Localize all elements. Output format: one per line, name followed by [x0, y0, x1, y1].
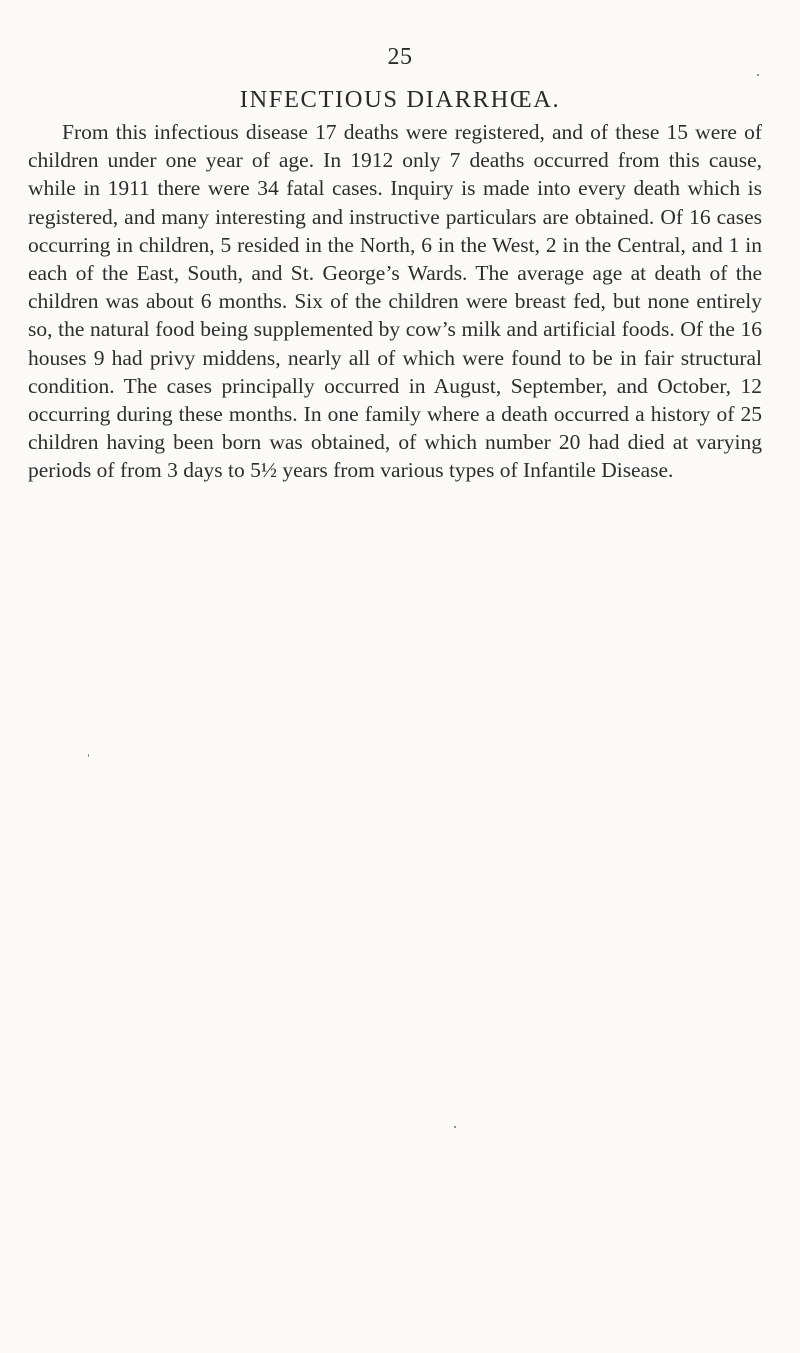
body-paragraph: From this infectious disease 17 deaths were registered, and of these 15 were of children under one year of age. In 1912 only 7 deaths occurred from this cause, while in 1911 there were 34 fatal cases. Inquiry is made into every death which is registered, and many interesting and instructive particulars are obtained. Of 16 cases occurring in children, 5 resided in the North, 6 in the West, 2 in the Central, and 1 in each of the East, South, and St. George’s Wards. The average age at death of the children was about 6 months. Six of the children were breast fed, but none entirely so, the natural food being supplemented by cow’s milk and artificial foods. Of the 16 houses 9 had privy middens, nearly all of which were found to be in fair structural condition. The cases principally occurred in August, September, and October, 12 occurring during these months. In one family where a death occurred a history of 25 children having been born was obtained, of which number 20 had died at varying periods of from 3 days to 5½ years from various types of Infantile Disease.	[28, 120, 762, 483]
scan-speck	[757, 74, 759, 76]
section-title: INFECTIOUS DIARRHŒA.	[239, 86, 561, 113]
scan-speck	[88, 754, 89, 757]
scan-speck	[454, 1126, 456, 1128]
page-number: 25	[387, 44, 413, 70]
